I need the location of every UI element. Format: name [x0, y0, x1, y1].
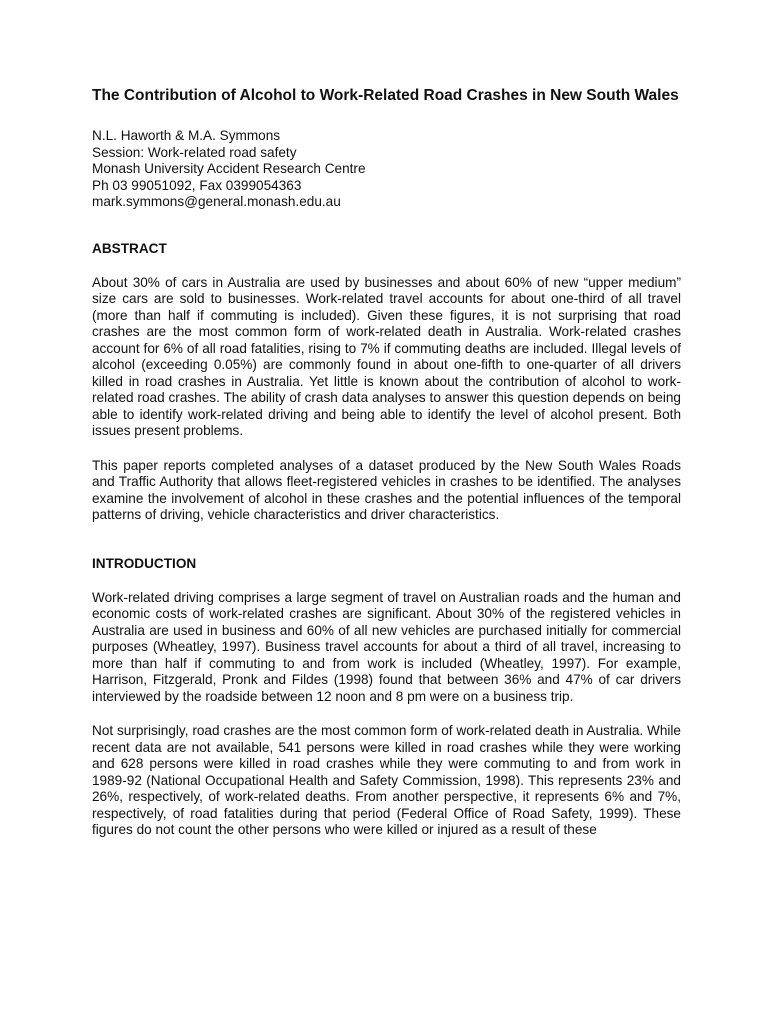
- institution: Monash University Accident Research Centre: [92, 161, 366, 176]
- email: mark.symmons@general.monash.edu.au: [92, 194, 341, 209]
- author-block: [92, 128, 681, 211]
- paper-title: The Contribution of Alcohol to Work-Related Road Crashes in New South Wales: [92, 87, 679, 104]
- abstract-heading: ABSTRACT: [92, 240, 167, 256]
- abstract-paragraph-2: This paper reports completed analyses of a dataset produced by the New South Wales Roads and Traffic Authority that allows fleet-registered vehicles in crashes to be identified. The analyses examine the involvement of alcohol in these crashes and the potential influences of the temporal patterns of driving, vehicle characteristics and driver characteristics.: [92, 457, 681, 522]
- authors: N.L. Haworth & M.A. Symmons: [92, 128, 281, 143]
- introduction-paragraph-1: Work-related driving comprises a large segment of travel on Australian roads and the human and economic costs of work-related crashes are significant. About 30% of the registered vehicles in Australia are used in business and 60% of all new vehicles are purchased initially for commercial purposes (Wheatley, 1997). Business travel accounts for about a third of all travel, increasing to more than half if commuting to and from work is included (Wheatley, 1997). For example, Harrison, Fitzgerald, Pronk and Fildes (1998) found that between 36% and 47% of car drivers interviewed by the roadside between 12 noon and 8 pm were on a business trip.: [92, 589, 681, 704]
- phone-fax: Ph 03 99051092, Fax 0399054363: [92, 177, 302, 193]
- introduction-heading: INTRODUCTION: [92, 555, 197, 571]
- abstract-paragraph-1: About 30% of cars in Australia are used by businesses and about 60% of new “upper medium” size cars are sold to businesses. Work-related travel accounts for about one-third of all travel (more than half if commuting is included). Given these figures, it is not surprising that road crashes are the most common form of work-related death in Australia. Work-related crashes account for 6% of all road fatalities, rising to 7% if commuting deaths are included. Illegal levels of alcohol (exceeding 0.05%) are commonly found in about one-fifth to one-quarter of all drivers killed in road crashes in Australia. Yet little is known about the contribution of alcohol to work-related road crashes. The ability of crash data analyses to answer this question depends on being able to identify work-related driving and being able to identify the level of alcohol present. Both issues present problems.: [92, 274, 681, 438]
- introduction-paragraph-2: Not surprisingly, road crashes are the most common form of work-related death in Australia. While recent data are not available, 541 persons were killed in road crashes while they were working and 628 persons were killed in road crashes while they were commuting to and from work in 1989-92 (National Occupational Health and Safety Commission, 1998). This represents 23% and 26%, respectively, of work-related deaths. From another perspective, it represents 6% and 7%, respectively, of road fatalities during that period (Federal Office of Road Safety, 1999). These figures do not count the other persons who were killed or injured as a result of these: [92, 723, 681, 837]
- paper-page: [92, 86, 681, 839]
- session: Session: Work-related road safety: [92, 144, 297, 160]
